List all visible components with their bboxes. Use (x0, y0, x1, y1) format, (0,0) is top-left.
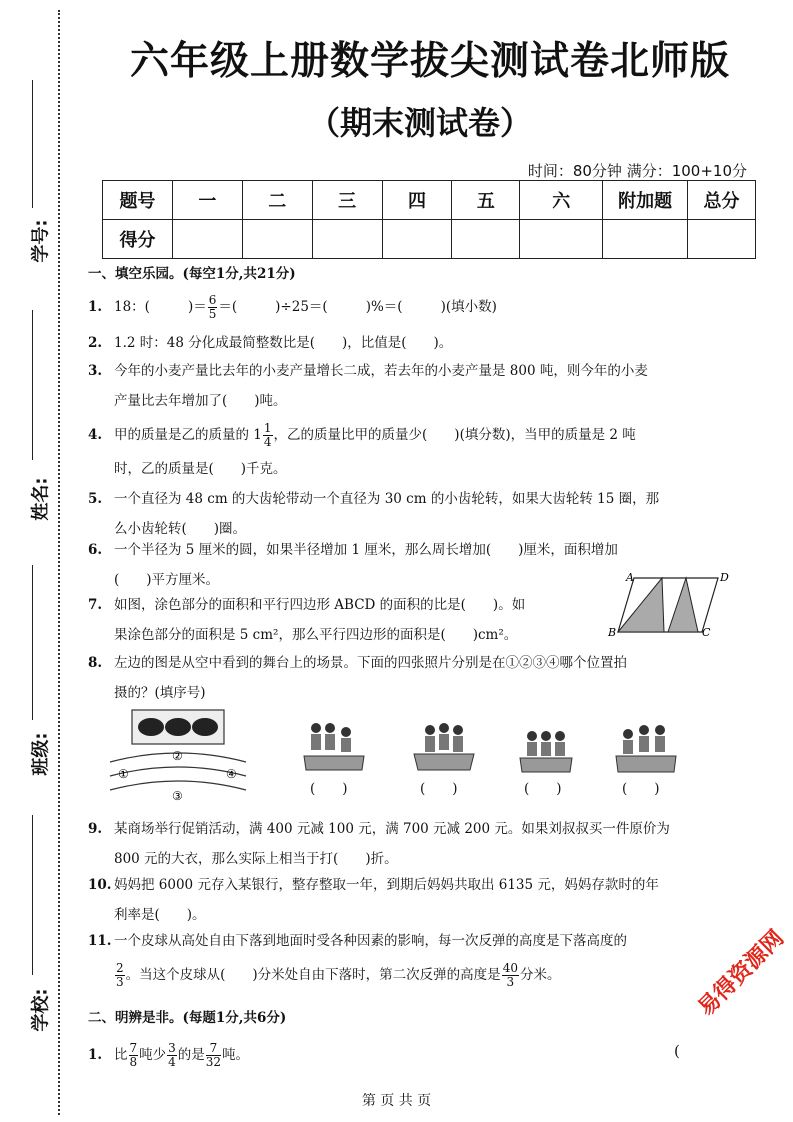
score-table-header: 二 (242, 181, 312, 220)
name-field[interactable] (14, 310, 52, 530)
question-4: 4. 甲的质量是乙的质量的 1 $\frac{1}{4}$ ，乙的质量比甲的质量少( )(填分数)，当甲的质量是 2 吨 时，乙的质量是( )千克。 (88, 421, 636, 477)
photo-answer-2[interactable]: ( ) (420, 781, 458, 797)
cut-line (58, 10, 60, 1115)
position-label: ③ (172, 789, 183, 803)
page-title: 六年级上册数学拔尖测试卷北师版 (129, 39, 730, 84)
score-table-header: 题号 (103, 181, 173, 220)
fraction: $\frac{6}{5}$ (208, 293, 217, 321)
fraction: $\frac{2}{3}$ (116, 961, 124, 989)
position-label: ① (118, 767, 129, 781)
section-2-title: 二、明辨是非。(每题1分,共6分) (88, 1010, 287, 1026)
class-field[interactable] (14, 565, 52, 785)
position-label: ② (172, 749, 183, 763)
score-cell[interactable] (452, 220, 520, 259)
score-table-header: 六 (520, 181, 603, 220)
vertex-label: A (626, 571, 634, 584)
binding-margin (0, 0, 70, 1122)
score-table-header-row (103, 181, 756, 220)
score-cell[interactable] (603, 220, 688, 259)
fraction: $\frac{7}{32}$ (205, 1041, 222, 1069)
school-field[interactable] (14, 815, 52, 1045)
vertex-label: D (720, 571, 729, 584)
section-1-title: 一、填空乐园。(每空1分,共21分) (88, 266, 296, 282)
student-id-label: 学号: (30, 219, 52, 263)
fraction: $\frac{7}{8}$ (129, 1041, 138, 1069)
score-table-header: 五 (452, 181, 520, 220)
photo-answer-4[interactable]: ( ) (622, 781, 660, 797)
position-label: ④ (226, 767, 237, 781)
page-footer: 第 页 共 页 (361, 1093, 432, 1109)
photo-2 (412, 722, 476, 774)
score-table-header: 三 (312, 181, 382, 220)
score-table-header: 总分 (688, 181, 756, 220)
class-label: 班级: (30, 732, 52, 776)
question-9: 9. 某商场举行促销活动，满 400 元减 100 元，满 700 元减 200 元。如果刘叔叔买一件原价为 800 元的大衣，那么实际上相当于打( )折。 (88, 821, 670, 867)
score-cell[interactable] (688, 220, 756, 259)
score-cell[interactable] (382, 220, 452, 259)
stage-diagram (106, 706, 256, 802)
question-1: 1. 18：( )＝ $\frac{6}{5}$ ＝( )÷25＝( )%＝( )(填小数) (88, 293, 497, 321)
score-cell[interactable] (312, 220, 382, 259)
fraction: $\frac{1}{4}$ (263, 421, 272, 449)
question-11: 11. 一个皮球从高处自由下落到地面时受各种因素的影响，每一次反弹的高度是下落高度的 $\frac{2}{3}$ 。当这个皮球从( )分米处自由下落时，第二次反弹的高度是 $\frac{40}{3}$ 分米。 (88, 933, 627, 989)
photo-4 (614, 720, 678, 774)
question-7: 7. 如图，涂色部分的面积和平行四边形 ABCD 的面积的比是( )。如 果涂色部分的面积是 5 cm²，那么平行四边形的面积是( )cm²。 (88, 597, 526, 643)
vertex-label: B (608, 626, 617, 639)
photo-answer-3[interactable]: ( ) (524, 781, 562, 797)
score-table-header: 四 (382, 181, 452, 220)
score-cell[interactable] (242, 220, 312, 259)
fraction: $\frac{40}{3}$ (502, 961, 518, 989)
photo-answer-1[interactable]: ( ) (310, 781, 348, 797)
score-table (102, 180, 756, 259)
vertex-label: C (702, 626, 711, 639)
section-2-question-1: 1. 比 $\frac{7}{8}$ 吨少 $\frac{3}{4}$ 的是 $\frac{7}{32}$ 吨。 (88, 1041, 250, 1069)
fraction: $\frac{3}{4}$ (168, 1041, 176, 1069)
name-label: 姓名: (30, 477, 52, 521)
question-10: 10. 妈妈把 6000 元存入某银行，整存整取一年，到期后妈妈共取出 6135 元，妈妈存款时的年 利率是( )。 (88, 877, 659, 923)
question-3: 3. 今年的小麦产量比去年的小麦产量增长二成，若去年的小麦产量是 800 吨，则今年的小麦 产量比去年增加了( )吨。 (88, 363, 648, 409)
exam-meta: 时间：80分钟 满分：100+10分 (527, 162, 747, 180)
parallelogram-figure (608, 571, 732, 642)
question-2: 2. 1.2 时：48 分化成最简整数比是( )，比值是( )。 (88, 335, 453, 351)
score-cell[interactable] (520, 220, 603, 259)
question-6: 6. 一个半径为 5 厘米的圆，如果半径增加 1 厘米，那么周长增加( )厘米，面积增加 ( )平方厘米。 (88, 542, 618, 588)
school-label: 学校: (30, 988, 52, 1032)
photo-3 (518, 728, 574, 774)
score-row-label: 得分 (103, 220, 173, 259)
score-table-score-row (103, 220, 756, 259)
score-cell[interactable] (172, 220, 242, 259)
watermark: 易得资源网 (693, 925, 790, 1022)
score-table-header: 附加题 (603, 181, 688, 220)
answer-paren[interactable]: ( (674, 1042, 680, 1060)
page-subtitle: （期末测试卷） (307, 104, 532, 142)
question-5: 5. 一个直径为 48 cm 的大齿轮带动一个直径为 30 cm 的小齿轮转，如果大齿轮转 15 圈，那 么小齿轮转( )圈。 (88, 491, 660, 537)
student-id-field[interactable] (14, 80, 52, 280)
question-8: 8. 左边的图是从空中看到的舞台上的场景。下面的四张照片分别是在①②③④哪个位置拍 摄的？(填序号) (88, 655, 627, 701)
score-table-header: 一 (172, 181, 242, 220)
photo-1 (302, 718, 366, 774)
